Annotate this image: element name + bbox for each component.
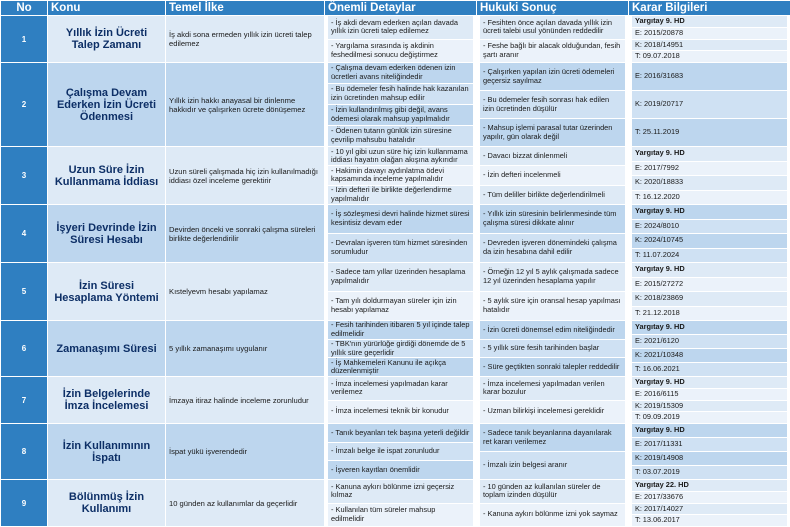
result-item-text: - Tüm deliller birlikte değerlendirilmeli xyxy=(483,189,605,199)
detail-item xyxy=(328,126,473,146)
result-item xyxy=(480,91,625,119)
result-cell-stack xyxy=(480,63,625,146)
result-item xyxy=(480,186,625,204)
decision-item-text: Yargıtay 9. HD xyxy=(635,264,685,274)
decision-cell xyxy=(629,377,790,424)
result-cell xyxy=(477,147,629,205)
result-item-text: - İmza incelemesi yapılmadan verilen karar bozulur xyxy=(483,378,605,397)
decision-item xyxy=(632,480,787,492)
decision-cell-stack xyxy=(632,263,787,320)
result-cell xyxy=(477,424,629,480)
principle-cell: İş akdi sona ermeden yıllık izin ücreti talep edilemez xyxy=(166,16,325,63)
details-cell-stack xyxy=(328,321,473,376)
decision-item xyxy=(632,63,787,91)
topic-cell: Bölünmüş İzin Kullanımı xyxy=(48,480,166,527)
detail-item-text: - İşveren kayıtları önemlidir xyxy=(331,464,420,474)
result-item xyxy=(480,424,625,452)
decision-item xyxy=(632,363,787,376)
result-item-text: - Bu ödemeler fesih sonrası hak edilen izin ücretinden düşülür xyxy=(483,94,610,113)
result-item xyxy=(480,452,625,479)
result-item-text: - Fesihten önce açılan davada yıllık izin ücreti talebi usul yönünden reddedilir xyxy=(483,17,612,36)
decision-item-text: Yargıtay 9. HD xyxy=(635,206,685,216)
result-cell-stack xyxy=(480,16,625,62)
decision-cell xyxy=(629,147,790,205)
decision-item xyxy=(632,191,787,205)
table-row xyxy=(1,147,790,205)
detail-item xyxy=(328,234,473,262)
details-cell xyxy=(325,63,477,147)
decision-item-text: E: 2015/27272 xyxy=(635,278,684,288)
decision-cell-stack xyxy=(632,424,787,479)
detail-item-text: - İş akdi devam ederken açılan davada yıllık izin ücreti talep edilemez xyxy=(331,17,458,36)
decision-cell xyxy=(629,480,790,527)
detail-item-text: - İmza incelemesi yapılmadan karar verilemez xyxy=(331,378,448,397)
detail-item xyxy=(328,443,473,462)
result-item-text: - Süre geçtikten sonraki talepler reddedilir xyxy=(483,361,620,371)
decision-item xyxy=(632,28,787,40)
decision-cell-stack xyxy=(632,205,787,262)
decision-item xyxy=(632,292,787,307)
result-cell xyxy=(477,480,629,527)
decision-item-text: E: 2017/11331 xyxy=(635,439,683,449)
topic-cell: İzin Kullanımının İspatı xyxy=(48,424,166,480)
decision-item xyxy=(632,335,787,349)
table-row xyxy=(1,480,790,527)
topic-cell: Zamanaşımı Süresi xyxy=(48,321,166,377)
result-item xyxy=(480,205,625,234)
decision-item xyxy=(632,176,787,191)
table-row xyxy=(1,263,790,321)
details-cell xyxy=(325,263,477,321)
detail-item-text: - Tam yılı doldurmayan süreler için izin hesabı yapılamaz xyxy=(331,296,457,314)
decision-item xyxy=(632,220,787,235)
details-cell xyxy=(325,205,477,263)
result-item xyxy=(480,147,625,166)
result-cell xyxy=(477,205,629,263)
decision-item xyxy=(632,16,787,28)
decision-item xyxy=(632,401,787,413)
details-cell xyxy=(325,147,477,205)
detail-item-text: - Kanuna aykırı bölünme izni geçersiz kılmaz xyxy=(331,481,455,500)
decision-item-text: Yargıtay 22. HD xyxy=(635,480,689,490)
decision-cell xyxy=(629,63,790,147)
row-number: 6 xyxy=(1,321,48,377)
details-cell-stack xyxy=(328,205,473,262)
decision-item xyxy=(632,349,787,363)
topic-cell: İzin Süresi Hesaplama Yöntemi xyxy=(48,263,166,321)
detail-item-text: - İş Mahkemeleri Kanunu ile açıkça düzenlenmiştir xyxy=(331,358,447,376)
detail-item xyxy=(328,292,473,320)
principle-cell: 5 yıllık zamanaşımı uygulanır xyxy=(166,321,325,377)
detail-item xyxy=(328,321,473,340)
detail-item-text: - İş sözleşmesi devri halinde hizmet süresi kesintisiz devam eder xyxy=(331,209,470,227)
decision-item-text: T: 03.07.2019 xyxy=(635,467,680,477)
decision-item-text: Yargıtay 9. HD xyxy=(635,377,685,387)
decision-item xyxy=(632,424,787,438)
decision-item-text: T: 13.06.2017 xyxy=(635,515,680,525)
decision-item xyxy=(632,249,787,263)
detail-item-text: - Tanık beyanları tek başına yeterli değildir xyxy=(331,427,470,437)
decision-cell-stack xyxy=(632,480,787,526)
result-cell-stack xyxy=(480,205,625,262)
decision-item-text: T: 16.12.2020 xyxy=(635,191,680,201)
row-number: 8 xyxy=(1,424,48,480)
details-cell xyxy=(325,16,477,63)
detail-item-text: - Ödenen tutarın günlük izin süresine çevrilip mahsubu hatalıdır xyxy=(331,126,452,144)
details-cell xyxy=(325,480,477,527)
details-cell xyxy=(325,377,477,424)
row-number: 3 xyxy=(1,147,48,205)
result-cell-stack xyxy=(480,263,625,320)
row-number: 7 xyxy=(1,377,48,424)
detail-item-text: - Yargılama sırasında iş akdinin feshedilmesi sonucu değiştirmez xyxy=(331,41,438,59)
decision-item-text: E: 2016/6115 xyxy=(635,388,679,398)
result-item-text: - Mahsup işlemi parasal tutar üzerinden yapılır, gün olarak değil xyxy=(483,122,613,141)
decision-item-text: K: 2021/10348 xyxy=(635,350,684,360)
decision-item-text: E: 2017/33676 xyxy=(635,491,684,501)
result-item xyxy=(480,16,625,40)
decision-item-text: T: 09.07.2018 xyxy=(635,51,680,61)
decision-item-text: T: 21.12.2018 xyxy=(635,307,680,317)
decision-item-text: E: 2016/31683 xyxy=(635,71,684,81)
detail-item-text: - TBK'nın yürürlüğe girdiği dönemde de 5 yıllık süre geçerlidir xyxy=(331,339,466,357)
result-item-text: - Kanuna aykırı bölünme izni yok saymaz xyxy=(483,509,618,519)
decision-cell-stack xyxy=(632,63,787,146)
decision-item-text: K: 2019/15309 xyxy=(635,400,684,410)
detail-item xyxy=(328,461,473,479)
details-cell-stack xyxy=(328,377,473,423)
detail-item xyxy=(328,358,473,376)
topic-cell: İzin Belgelerinde İmza İncelemesi xyxy=(48,377,166,424)
details-cell-stack xyxy=(328,16,473,62)
decision-item xyxy=(632,412,787,423)
decision-cell-stack xyxy=(632,377,787,423)
table-row xyxy=(1,321,790,377)
principle-cell: Uzun süreli çalışmada hiç izin kullanılmadığı iddiası özel inceleme gerektirir xyxy=(166,147,325,205)
detail-item xyxy=(328,147,473,166)
decision-item xyxy=(632,452,787,466)
decision-item-text: Yargıtay 9. HD xyxy=(635,148,685,158)
result-cell-stack xyxy=(480,321,625,376)
header-no: No xyxy=(1,1,48,16)
result-item xyxy=(480,40,625,63)
row-number: 9 xyxy=(1,480,48,527)
detail-item xyxy=(328,480,473,504)
details-cell-stack xyxy=(328,63,473,146)
decision-item-text: K: 2017/14027 xyxy=(635,503,684,513)
decision-item xyxy=(632,321,787,335)
detail-item-text: - İzin defteri ile birlikte değerlendirme yapılmalıdır xyxy=(331,185,452,203)
decision-item xyxy=(632,307,787,321)
detail-item-text: - İzin kullandırılmış gibi değil, avans ödemesi olarak mahsup yapılmalıdır xyxy=(331,105,450,123)
result-cell-stack xyxy=(480,147,625,204)
topic-cell: Uzun Süre İzin Kullanmama İddiası xyxy=(48,147,166,205)
result-item-text: - 5 yıllık süre fesih tarihinden başlar xyxy=(483,343,600,353)
decision-cell xyxy=(629,263,790,321)
result-cell xyxy=(477,63,629,147)
decision-item-text: E: 2015/20878 xyxy=(635,27,684,37)
decision-item xyxy=(632,205,787,220)
topic-cell: Yıllık İzin Ücreti Talep Zamanı xyxy=(48,16,166,63)
result-item xyxy=(480,263,625,292)
detail-item-text: - İmzalı belge ile ispat zorunludur xyxy=(331,446,440,456)
decision-cell-stack xyxy=(632,147,787,204)
result-item-text: - Feshe bağlı bir alacak olduğundan, fesih şartı aranır xyxy=(483,41,621,59)
detail-item xyxy=(328,205,473,234)
detail-item-text: - Sadece tam yıllar üzerinden hesaplama yapılmalıdır xyxy=(331,267,466,285)
topic-cell: İşyeri Devrinde İzin Süresi Hesabı xyxy=(48,205,166,263)
table-row xyxy=(1,205,790,263)
table-row xyxy=(1,63,790,147)
header-konu: Konu xyxy=(48,1,166,16)
decision-item xyxy=(632,162,787,177)
row-number: 2 xyxy=(1,63,48,147)
result-item xyxy=(480,321,625,340)
decision-item-text: Yargıtay 9. HD xyxy=(635,16,685,26)
detail-item xyxy=(328,63,473,84)
result-item xyxy=(480,480,625,504)
principle-cell: İspat yükü işverendedir xyxy=(166,424,325,480)
detail-item-text: - Devralan işveren tüm hizmet süresinden sorumludur xyxy=(331,238,468,256)
detail-item-text: - İmza incelemesi teknik bir konudur xyxy=(331,406,449,416)
decision-item-text: K: 2019/20717 xyxy=(635,99,684,109)
result-cell xyxy=(477,263,629,321)
decision-item xyxy=(632,278,787,293)
decision-item-text: K: 2018/14951 xyxy=(635,39,684,49)
decision-item-text: E: 2021/6120 xyxy=(635,336,679,346)
result-item-text: - Örneğin 12 yıl 5 aylık çalışmada sadece 12 yıl üzerinden hesaplama yapılır xyxy=(483,267,619,285)
detail-item xyxy=(328,84,473,105)
principle-cell: Devirden önceki ve sonraki çalışma süreleri birlikte değerlendirilir xyxy=(166,205,325,263)
table-row xyxy=(1,377,790,424)
decision-item-text: E: 2024/8010 xyxy=(635,220,679,230)
decision-item-text: Yargıtay 9. HD xyxy=(635,322,685,332)
details-cell xyxy=(325,321,477,377)
decision-item-text: Yargıtay 9. HD xyxy=(635,425,685,435)
decision-item-text: K: 2020/18833 xyxy=(635,177,684,187)
decision-cell-stack xyxy=(632,321,787,376)
detail-item xyxy=(328,105,473,126)
details-cell xyxy=(325,424,477,480)
detail-item xyxy=(328,340,473,359)
result-cell-stack xyxy=(480,377,625,423)
result-cell-stack xyxy=(480,480,625,526)
result-item-text: - Uzman bilirkişi incelemesi gereklidir xyxy=(483,406,605,416)
row-number: 5 xyxy=(1,263,48,321)
header-detay: Önemli Detaylar xyxy=(325,1,477,16)
result-item xyxy=(480,358,625,376)
header-sonuc: Hukuki Sonuç xyxy=(477,1,629,16)
decision-item xyxy=(632,438,787,452)
detail-item xyxy=(328,424,473,443)
decision-item-text: T: 09.09.2019 xyxy=(635,412,680,422)
decision-item xyxy=(632,515,787,526)
detail-item xyxy=(328,401,473,424)
decision-cell xyxy=(629,16,790,63)
result-item-text: - Sadece tanık beyanlarına dayanılarak ret kararı verilemez xyxy=(483,427,612,446)
decision-item xyxy=(632,377,787,389)
result-item-text: - Devreden işveren dönemindeki çalışma da izin hesabına dahil edilir xyxy=(483,238,617,256)
decision-item xyxy=(632,234,787,249)
result-cell-stack xyxy=(480,424,625,479)
decision-item xyxy=(632,492,787,504)
principle-cell: 10 günden az kullanımlar da geçerlidir xyxy=(166,480,325,527)
detail-item-text: - Çalışma devam ederken ödenen izin ücretleri avans niteliğindedir xyxy=(331,63,456,81)
result-item xyxy=(480,340,625,359)
table-row xyxy=(1,16,790,63)
result-item-text: - İzin ücreti dönemsel edim niteliğindedir xyxy=(483,324,615,334)
row-number: 4 xyxy=(1,205,48,263)
result-item-text: - Çalışırken yapılan izin ücreti ödemeleri geçersiz sayılmaz xyxy=(483,66,615,85)
details-cell-stack xyxy=(328,147,473,204)
details-cell-stack xyxy=(328,263,473,320)
result-item-text: - İmzalı izin belgesi aranır xyxy=(483,460,568,470)
decision-item-text: K: 2018/23869 xyxy=(635,293,684,303)
decision-item xyxy=(632,91,787,119)
result-item-text: - İzin defteri incelenmeli xyxy=(483,170,561,180)
decision-item xyxy=(632,119,787,146)
decision-item-text: K: 2019/14908 xyxy=(635,453,684,463)
detail-item xyxy=(328,504,473,527)
decision-item xyxy=(632,389,787,401)
decision-item xyxy=(632,466,787,479)
decision-item xyxy=(632,263,787,278)
decision-item-text: T: 16.06.2021 xyxy=(635,364,680,374)
decision-item-text: E: 2017/7992 xyxy=(635,162,679,172)
detail-item-text: - Kullanılan tüm süreler mahsup edilmelidir xyxy=(331,505,436,523)
topic-cell: Çalışma Devam Ederken İzin Ücreti Ödenmesi xyxy=(48,63,166,147)
detail-item-text: - Hakimin davayı aydınlatma ödevi kapsamında inceleme yapılmalıdır xyxy=(331,166,444,184)
detail-item xyxy=(328,166,473,185)
result-item xyxy=(480,119,625,146)
detail-item xyxy=(328,377,473,401)
result-cell xyxy=(477,16,629,63)
result-item-text: - Davacı bizzat dinlenmeli xyxy=(483,150,568,160)
result-item xyxy=(480,292,625,320)
decision-item xyxy=(632,51,787,62)
decision-item xyxy=(632,504,787,516)
result-item xyxy=(480,401,625,424)
result-item-text: - 10 günden az kullanılan süreler de toplam izinden düşülür xyxy=(483,481,601,500)
principle-cell: Kıstelyevm hesabı yapılamaz xyxy=(166,263,325,321)
details-cell-stack xyxy=(328,480,473,526)
header-row xyxy=(1,1,790,16)
decision-cell xyxy=(629,321,790,377)
principle-cell: Yıllık izin hakkı anayasal bir dinlenme hakkıdır ve çalışırken ücrete dönüşemez xyxy=(166,63,325,147)
detail-item xyxy=(328,40,473,63)
decision-item xyxy=(632,40,787,52)
table-row xyxy=(1,424,790,480)
detail-item-text: - Bu ödemeler fesih halinde hak kazanılan izin ücretinden mahsup edilir xyxy=(331,84,469,102)
principle-cell: İmzaya itiraz halinde inceleme zorunludur xyxy=(166,377,325,424)
row-number: 1 xyxy=(1,16,48,63)
detail-item xyxy=(328,16,473,40)
result-item xyxy=(480,504,625,527)
result-item xyxy=(480,63,625,91)
result-item xyxy=(480,377,625,401)
detail-item xyxy=(328,263,473,292)
detail-item-text: - Fesih tarihinden itibaren 5 yıl içinde talep edilmelidir xyxy=(331,321,470,338)
detail-item xyxy=(328,186,473,204)
result-cell xyxy=(477,321,629,377)
decision-item-text: K: 2024/10745 xyxy=(635,235,684,245)
result-item-text: - 5 aylık süre için oransal hesap yapılması hatalıdır xyxy=(483,296,621,314)
decision-item-text: T: 11.07.2024 xyxy=(635,249,680,259)
header-karar: Karar Bilgileri xyxy=(629,1,790,16)
decision-cell-stack xyxy=(632,16,787,62)
table-body xyxy=(1,16,790,527)
decision-item-text: T: 25.11.2019 xyxy=(635,127,680,137)
decision-item xyxy=(632,147,787,162)
result-item xyxy=(480,166,625,185)
header-ilke: Temel İlke xyxy=(166,1,325,16)
decision-cell xyxy=(629,424,790,480)
decision-cell xyxy=(629,205,790,263)
detail-item-text: - 10 yıl gibi uzun süre hiç izin kullanmama iddiası hayatın olağan akışına aykırıdır xyxy=(331,147,468,165)
result-item xyxy=(480,234,625,262)
result-cell xyxy=(477,377,629,424)
details-cell-stack xyxy=(328,424,473,479)
result-item-text: - Yıllık izin süresinin belirlenmesinde tüm çalışma süresi dikkate alınır xyxy=(483,209,617,227)
